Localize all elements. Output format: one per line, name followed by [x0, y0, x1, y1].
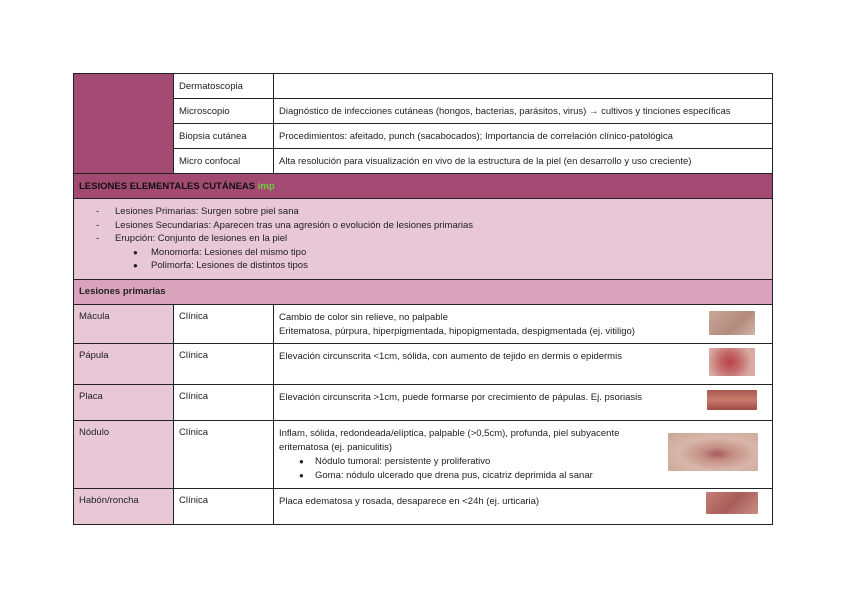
tool-desc: Diagnóstico de infecciones cutáneas (hongos, bacterias, parásitos, virus) → cultivos y tinciones específicas	[274, 99, 773, 124]
lesion-definitions	[74, 199, 773, 280]
tool-name: Dermatoscopia	[174, 74, 274, 99]
section-title-row	[74, 174, 773, 199]
lesion-name: Habón/roncha	[74, 488, 174, 524]
lesion-type: Clínica	[174, 420, 274, 488]
lesion-name: Pápula	[74, 343, 174, 384]
list-item: - Lesiones Secundarias: Aparecen tras una agresión o evolución de lesiones primarias	[96, 219, 474, 231]
dermatology-table	[73, 73, 773, 525]
list-item: - Erupción: Conjunto de lesiones en la piel	[96, 233, 288, 244]
tool-name: Micro confocal	[174, 149, 274, 174]
lesion-type: Clínica	[174, 384, 274, 420]
lesion-desc: Cambio de color sin relieve, no palpable Eritematosa, púrpura, hiperpigmentada, hipopigmentada, despigmentada (ej. vitiligo)	[274, 304, 773, 343]
lesion-name: Placa	[74, 384, 174, 420]
notes-page	[73, 73, 772, 525]
lesion-type: Clínica	[174, 304, 274, 343]
lesion-name: Mácula	[74, 304, 174, 343]
tool-name: Microscopio	[174, 99, 274, 124]
primary-lesions-header: Lesiones primarias	[74, 279, 773, 304]
tool-desc	[274, 74, 773, 99]
placa-photo	[707, 390, 757, 410]
nodulo-photo	[668, 433, 758, 471]
list-subitem: ● Monomorfa: Lesiones del mismo tipo	[133, 246, 307, 258]
tools-color-block	[74, 74, 174, 174]
lesion-type: Clínica	[174, 488, 274, 524]
lesion-desc: Elevación circunscrita <1cm, sólida, con aumento de tejido en dermis o epidermis	[274, 343, 773, 384]
tool-desc: Alta resolución para visualización en vivo de la estructura de la piel (en desarrollo y uso creciente)	[274, 149, 773, 174]
lesion-type: Clínica	[174, 343, 274, 384]
habon-photo	[706, 492, 758, 514]
list-subitem: ● Polimorfa: Lesiones de distintos tipos	[133, 260, 308, 271]
lesion-desc: Placa edematosa y rosada, desaparece en <24h (ej. urticaria)	[274, 488, 773, 524]
macula-photo	[709, 311, 755, 335]
lesion-desc: Inflam, sólida, redondeada/elíptica, palpable (>0,5cm), profunda, piel subyacente eritematosa (ej. paniculitis) ● Nódulo tumoral: persistente y proliferativo ● Goma: nódulo ulcerado que drena pus, cicatriz deprimida al sanar	[274, 420, 773, 488]
lesion-name: Nódulo	[74, 420, 174, 488]
lesion-desc: Elevación circunscrita >1cm, puede formarse por crecimiento de pápulas. Ej. psoriasis	[274, 384, 773, 420]
tool-name: Biopsia cutánea	[174, 124, 274, 149]
imp-badge: imp	[257, 180, 275, 192]
list-item: - Lesiones Primarias: Surgen sobre piel sana	[96, 206, 299, 217]
list-subitem: ● Goma: nódulo ulcerado que drena pus, cicatriz deprimida al sanar	[299, 469, 593, 481]
tool-desc: Procedimientos: afeitado, punch (sacabocados); Importancia de correlación clínico-patológica	[274, 124, 773, 149]
section-title: LESIONES ELEMENTALES CUTÁNEAS	[79, 180, 256, 192]
papula-photo	[709, 348, 755, 376]
list-subitem: ● Nódulo tumoral: persistente y proliferativo	[299, 455, 491, 467]
